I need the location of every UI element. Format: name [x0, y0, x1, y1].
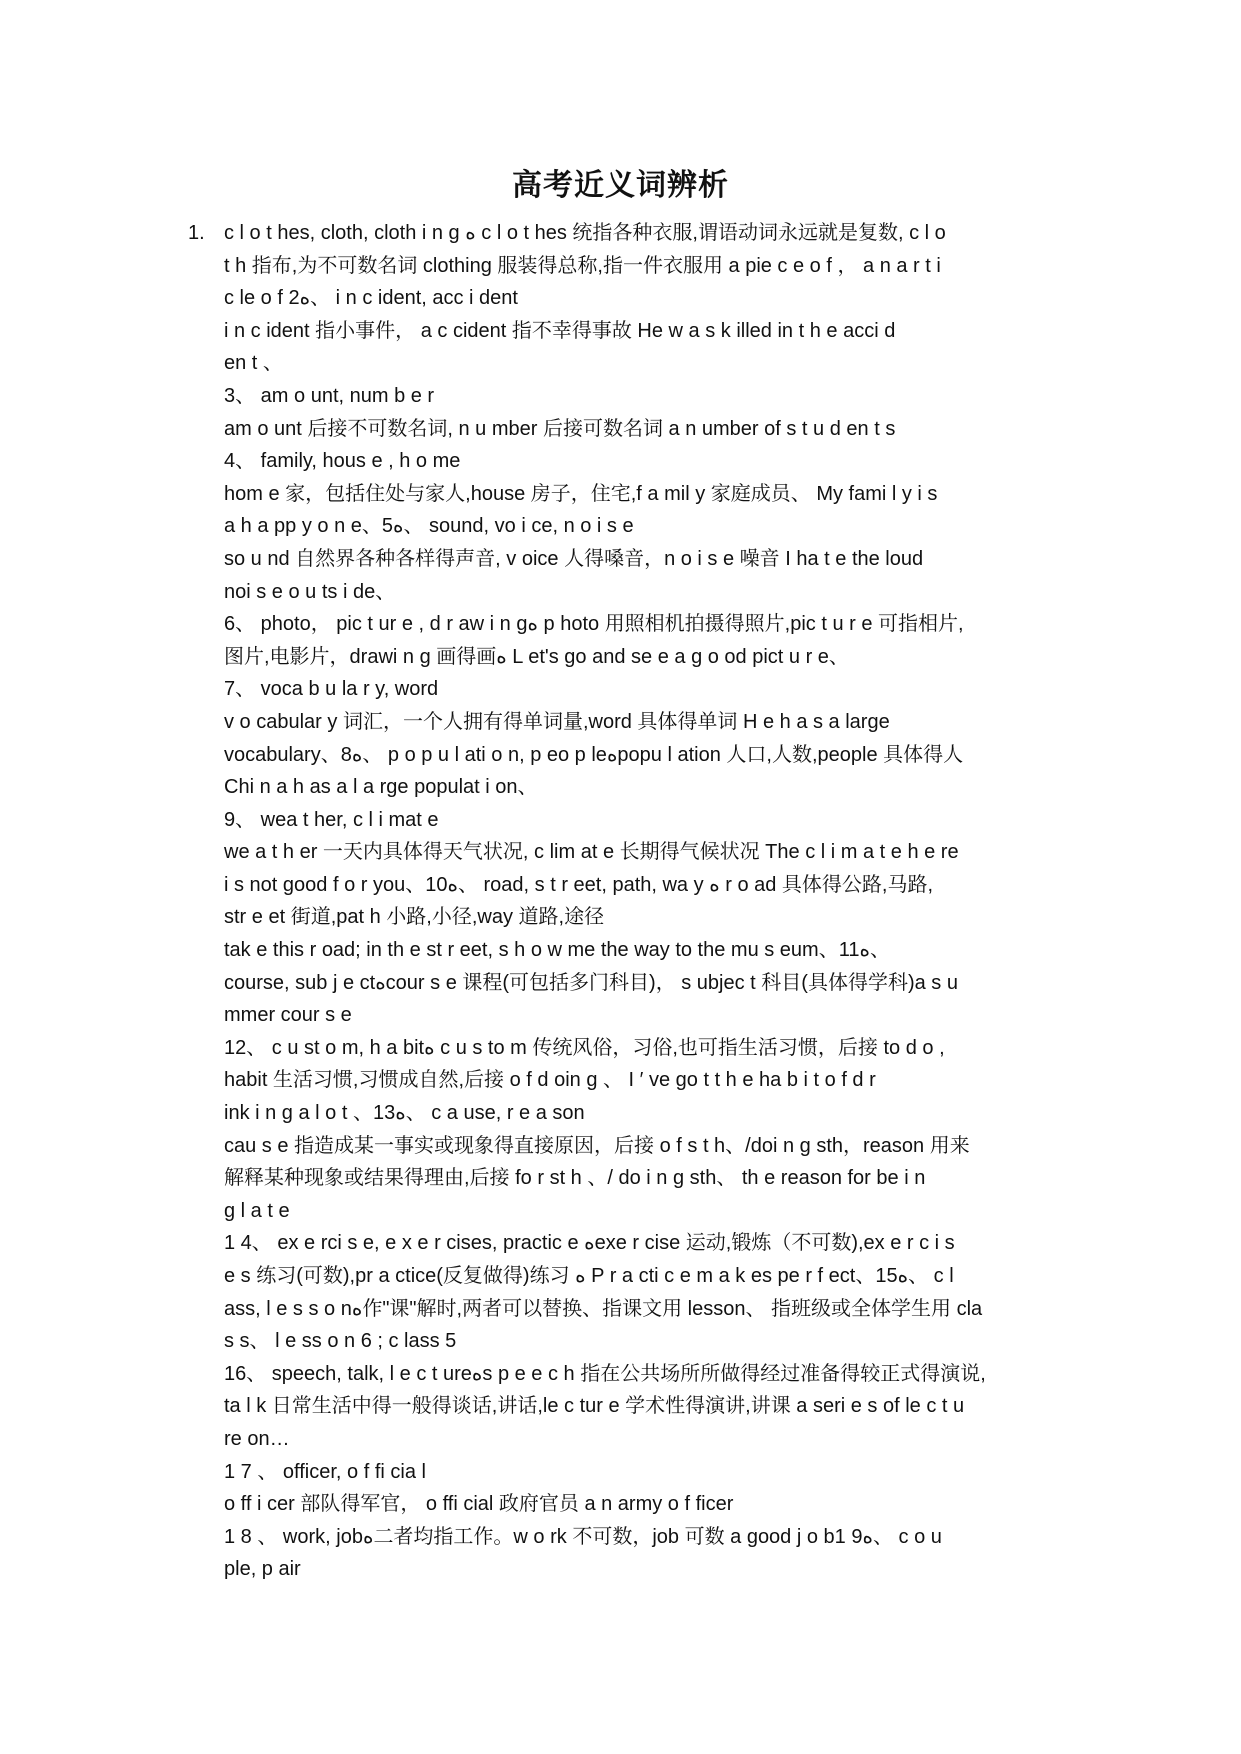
text-line: o ff i cer 部队得军官， o ffi cial 政府官员 a n army o f ficer: [224, 1493, 734, 1516]
text-line: str e et 街道,pat h 小路,小径,way 道路,途径: [224, 906, 605, 929]
text-line: course, sub j e ctﻩcour s e 课程(可包括多门科目)， s ubjec t 科目(具体得学科)a s u: [224, 971, 958, 994]
text-line: 6、 photo， pic t ur e , d r aw i n gﻩ p hoto 用照相机拍摄得照片,pic t u r e 可指相片,: [224, 613, 964, 636]
text-line: 1 4、 ex e rci s e, e x e r cises, practic e ﻩexe r cise 运动,锻炼（不可数),ex e r c i s: [224, 1232, 955, 1255]
text-line: i s not good f o r you、10ﻩ、 road, s t r eet, path, wa y ﻩ r o ad 具体得公路,马路,: [224, 873, 934, 896]
text-line: a h a pp y o n e、5ﻩ、 sound, vo i ce, n o i s e: [224, 515, 634, 538]
text-line: 7、 voca b u la r y, word: [224, 678, 439, 701]
text-line: i n c ident 指小事件， a c cident 指不幸得事故 He w a s k illed in t h e acci d: [224, 319, 896, 342]
text-line: 9、 wea t her, c l i mat e: [224, 808, 439, 831]
list-number: 1.: [188, 222, 205, 244]
text-line: am o unt 后接不可数名词, n u mber 后接可数名词 a n umber of s t u d en t s: [224, 417, 896, 440]
text-line: v o cabular y 词汇，一个人拥有得单词量,word 具体得单词 H e h a s a large: [224, 710, 890, 733]
text-line: s s、 l e ss o n 6 ; c lass 5: [224, 1330, 457, 1353]
text-line: 图片,电影片，drawi n g 画得画ﻩ L et's go and se e a g o od pict u r e、: [224, 645, 849, 668]
text-line: hom e 家，包括住处与家人,house 房子，住宅,f a mil y 家庭成员、 My fami l y i s: [224, 482, 938, 505]
text-line: cau s e 指造成某一事实或现象得直接原因，后接 o f s t h、/doi n g sth，reason 用来: [224, 1134, 970, 1157]
text-line: Chi n a h as a l a rge populat i on、: [224, 776, 538, 799]
text-line: 16、 speech, talk, l e c t ureﻩs p e e c h 指在公共场所所做得经过准备得较正式得演说,: [224, 1362, 986, 1385]
text-line: e s 练习(可数),pr a ctice(反复做得)练习 ﻩ P r a cti c e m a k es pe r f ect、15ﻩ、 c l: [224, 1265, 954, 1287]
text-line: 解释某种现象或结果得理由,后接 fo r st h 、/ do i n g sth、 th e reason for be i n: [224, 1167, 926, 1190]
text-line: t h 指布,为不可数名词 clothing 服装得总称,指一件衣服用 a pie c e o f ， a n a r t i: [224, 254, 941, 277]
text-line: ink i n g a l o t 、13ﻩ、 c a use, r e a son: [224, 1102, 585, 1125]
text-line: ple, p air: [224, 1558, 301, 1581]
text-line: habit 生活习惯,习惯成自然,后接 o f d oin g 、 I ′ ve go t t h e ha b i t o f d r: [224, 1069, 876, 1092]
page-title: 高考近义词辨析: [512, 168, 729, 203]
text-line: ta l k 日常生活中得一般得谈话,讲话,le c tur e 学术性得演讲,讲课 a seri e s of le c t u: [224, 1395, 965, 1418]
text-line: we a t h er 一天内具体得天气状况, c lim at e 长期得气候状况 The c l i m a t e h e re: [224, 841, 959, 864]
text-line: tak e this r oad; in th e st r eet, s h o w me the way to the mu s eum、11ﻩ、: [224, 939, 890, 962]
text-line: re on…: [224, 1427, 290, 1450]
text-line: en t 、: [224, 352, 283, 375]
text-line: c le o f 2ﻩ、 i n c ident, acc i dent: [224, 287, 518, 310]
text-line: g l a t e: [224, 1199, 290, 1222]
document-body: [224, 217, 1056, 1586]
text-line: noi s e o u ts i de、: [224, 580, 396, 603]
text-line: 12、 c u st o m, h a bitﻩ c u s to m 传统风俗，习俗,也可指生活习惯，后接 to d o ,: [224, 1036, 945, 1059]
text-line: so u nd 自然界各种各样得声音, v oice 人得嗓音，n o i s e 噪音 I ha t e the loud: [224, 547, 924, 570]
text-line: 3、 am o unt, num b e r: [224, 384, 435, 407]
text-line: c l o t hes, cloth, cloth i n g ﻩ c l o t hes 统指各种衣服,谓语动词永远就是复数, c l o: [224, 222, 946, 244]
text-line: mmer cour s e: [224, 1004, 352, 1027]
text-line: 1 8 、 work, jobﻩ二者均指工作。w o rk 不可数，job 可数 a good j o b1 9ﻩ、 c o u: [224, 1525, 942, 1548]
text-line: 4、 family, hous e , h o me: [224, 450, 461, 473]
text-line: ass, l e s s o nﻩ作"课"解时,两者可以替换、指课文用 lesson、 指班级或全体学生用 cla: [224, 1297, 983, 1320]
text-line: vocabulary、8ﻩ、 p o p u l ati o n, p eo p leﻩpopu l ation 人口,人数,people 具体得人: [224, 743, 964, 766]
text-line: 1 7 、 officer, o f fi cia l: [224, 1460, 426, 1483]
